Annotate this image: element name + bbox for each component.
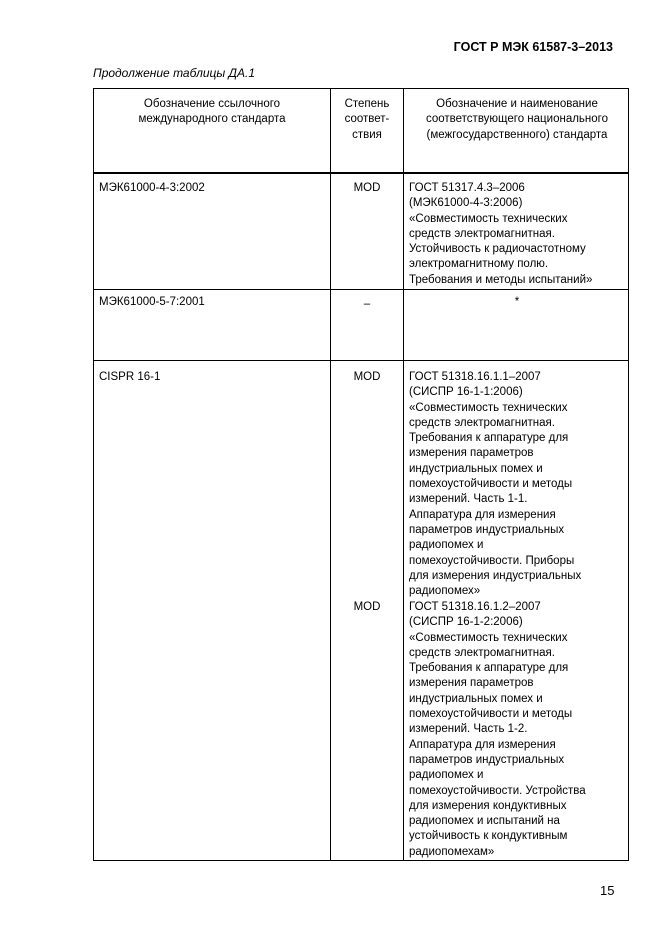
row-3-degree: MOD — [353, 371, 381, 383]
document-code-header: ГОСТ Р МЭК 61587-3–2013 — [453, 40, 613, 54]
row-2-national-standard: * — [514, 296, 520, 308]
row-3-intl-standard: CISPR 16-1 — [99, 371, 161, 383]
row-divider — [94, 360, 628, 361]
row-2-degree: – — [363, 298, 371, 310]
row-3-degree-2: MOD — [353, 601, 381, 613]
row-3-national-standard-2: ГОСТ 51318.16.1.2–2007 (СИСПР 16-1-2:2006) «Совместимость технических средств электромагнитная. Требования к аппаратуре для измерения параметров индустриальных помех и помехоустойчивости и методы измерений. Часть 1-2. Аппаратура для измерения параметров индустриальных радиопомех и помехоустойчивости. Устройства для измерения кондуктивных радиопомех и испытаний на устойчивость к кондуктивным радиопомехам» — [409, 601, 586, 858]
row-divider — [94, 289, 628, 290]
reference-standards-table — [93, 88, 629, 861]
header-row-divider — [94, 172, 628, 174]
row-2-intl-standard: МЭК61000-5-7:2001 — [99, 296, 205, 308]
header-degree: Степень соответ- ствия — [344, 98, 390, 141]
column-divider — [403, 89, 404, 860]
row-1-intl-standard: МЭК61000-4-3:2002 — [99, 182, 205, 194]
header-intl-standard: Обозначение ссылочного международного стандарта — [138, 98, 286, 126]
page-number: 15 — [600, 883, 615, 898]
table-caption: Продолжение таблицы ДА.1 — [93, 66, 256, 80]
column-divider — [330, 89, 331, 860]
row-3-national-standard: ГОСТ 51318.16.1.1–2007 (СИСПР 16-1-1:2006) «Совместимость технических средств электромагнитная. Требования к аппаратуре для измерения параметров индустриальных помех и помехоустойчивости и методы измерений. Часть 1-1. Аппаратура для измерения параметров индустриальных радиопомех и помехоустойчивости. Приборы для измерения индустриальных радиопомех» — [409, 371, 582, 598]
row-1-national-standard: ГОСТ 51317.4.3–2006 (МЭК61000-4-3:2006) «Совместимость технических средств электромагнитная. Устойчивость к радиочастотному электромагнитному полю. Требования и методы испытаний» — [409, 182, 593, 286]
row-1-degree: MOD — [353, 182, 381, 194]
header-national-standard: Обозначение и наименование соответствующего национального (межгосударственного) стандарта — [425, 98, 608, 141]
